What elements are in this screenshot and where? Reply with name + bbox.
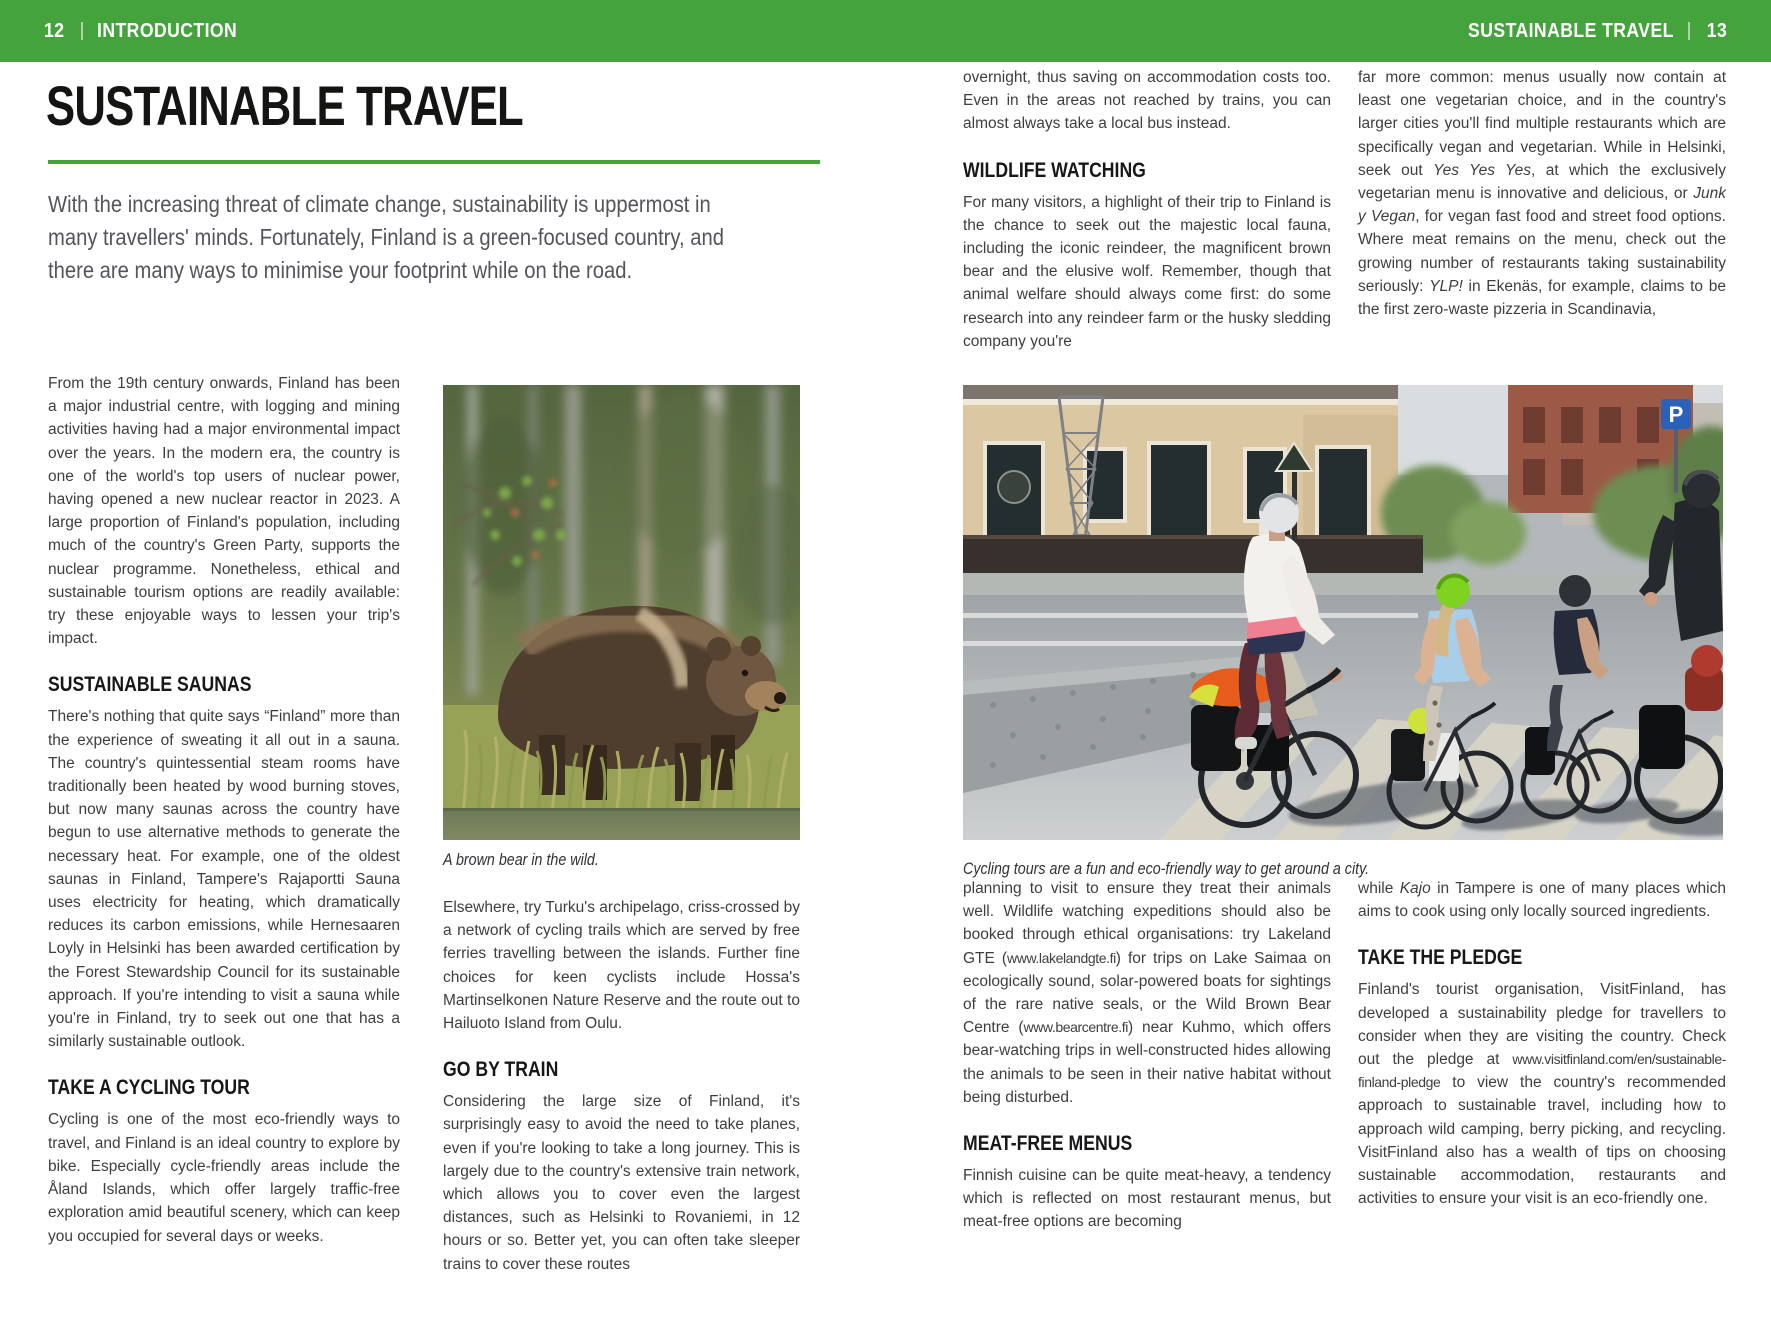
header-separator [1688, 22, 1690, 40]
body-paragraph: Finnish cuisine can be quite meat-heavy, a tendency which is reflected on most restaurant menus, but meat-free options are becoming [963, 1167, 1331, 1231]
left-page-column-2 [443, 385, 800, 1276]
section-label-right: SUSTAINABLE TRAVEL [1467, 19, 1674, 42]
subheading-go-by-train: GO BY TRAIN [443, 1058, 559, 1082]
bear-photo-caption: A brown bear in the wild. [443, 850, 599, 869]
body-paragraph: Finland's tourist organisation, VisitFinland, has developed a sustainability pledge for travellers to consider when they are visiting the country. Check out the pledge at www.visitfinland.com/en/sustainable-finland-pledge to view the country's recommended approach to sustainable travel, including how to approach wild camping, berry picking, and recycling. VisitFinland also has a wealth of tips on choosing sustainable accommodation, restaurants and activities to ensure your visit is an eco-friendly one. [1358, 981, 1726, 1208]
subheading-take-the-pledge: TAKE THE PLEDGE [1358, 946, 1523, 970]
cycling-photo-caption: Cycling tours are a fun and eco-friendly way to get around a city. [963, 859, 1370, 878]
body-paragraph: overnight, thus saving on accommodation costs too. Even in the areas not reached by trains, you can almost always take a local bus instead. [963, 69, 1331, 133]
title-rule [48, 160, 820, 164]
body-paragraph: For many visitors, a highlight of their trip to Finland is the chance to seek out the majestic local fauna, including the iconic reindeer, the magnificent brown bear and the elusive wolf. Remember, though that animal welfare should always come first: do some research into any reindeer farm or the husky sledding company you're [963, 193, 1331, 350]
right-page-column-1-top [963, 66, 1331, 353]
right-page-column-2-bottom [1358, 877, 1726, 1210]
body-paragraph: while Kajo in Tampere is one of many places which aims to cook using only locally sourced ingredients. [1358, 880, 1726, 921]
page-header-bar [0, 0, 1771, 62]
body-paragraph: Cycling is one of the most eco-friendly ways to travel, and Finland is an ideal country to explore by bike. Especially cycle-friendly areas include the Åland Islands, which offer largely traffic-free exploration amid beautiful scenery, which can keep you occupied for several days or weeks. [48, 1111, 400, 1245]
left-page-column-1 [48, 372, 400, 1248]
section-label-left: INTRODUCTION [97, 19, 238, 42]
chapter-title: SUSTAINABLE TRAVEL [46, 74, 523, 137]
cycling-photo-illustration [963, 385, 1723, 840]
body-paragraph: Elsewhere, try Turku's archipelago, criss-crossed by a network of cycling trails which are served by free ferries travelling between the islands. Further fine choices for keen cyclists include Hossa's Martinselkonen Nature Reserve and the route out to Hailuoto Island from Oulu. [443, 899, 801, 1033]
subheading-wildlife-watching: WILDLIFE WATCHING [963, 158, 1146, 182]
bear-photo [443, 385, 800, 840]
body-paragraph: planning to visit to ensure they treat their animals well. Wildlife watching expeditions should also be booked through ethical organisations: try Lakeland GTE (www.lakelandgte.fi) for trips on Lake Saimaa on ecologically sound, solar-powered boats for sightings of the rare native seals, or the Wild Brown Bear Centre (www.bearcentre.fi) near Kuhmo, which offers bear-watching trips in well-constructed hides allowing the animals to be seen in their native habitat without being disturbed. [963, 880, 1331, 1106]
subheading-take-a-cycling-tour: TAKE A CYCLING TOUR [48, 1076, 250, 1100]
svg-text:P: P [1668, 402, 1684, 427]
page-number-left: 12 [44, 19, 65, 42]
body-paragraph: There's nothing that quite says “Finland” more than the experience of sweating it all out in a sauna. The country's quintessential steam rooms have traditionally been heated by wood burning stoves, but now many saunas across the country have begun to use alternative methods to generate the necessary heat. For example, one of the oldest saunas in Finland, Tampere's Rajaportti Sauna uses electricity for heating, which dramatically reduces its carbon emissions, while Hernesaaren Loyly in Helsinki has been awarded certification by the Forest Stewardship Council for its sustainable approach. If you're intending to visit a sauna while you're in Finland, try to seek out one that has a similarly sustainable outlook. [48, 708, 400, 1051]
standfirst: With the increasing threat of climate change, sustainability is uppermost in many travellers' minds. Fortunately, Finland is a green-focused country, and there are many ways to minimise your footprint while on the road. [48, 191, 724, 283]
page-number-right: 13 [1706, 19, 1727, 42]
bear-photo-illustration [443, 385, 800, 840]
body-paragraph: Considering the large size of Finland, it's surprisingly easy to avoid the need to take planes, even if you're looking to take a long journey. This is largely due to the country's extensive train network, which allows you to cover even the largest distances, such as Helsinki to Rovaniemi, in 12 hours or so. Better yet, you can often take sleeper trains to cover these routes [443, 1093, 800, 1273]
subheading-sustainable-saunas: SUSTAINABLE SAUNAS [48, 673, 252, 697]
cycling-photo [963, 385, 1723, 840]
right-page-column-1-bottom [963, 877, 1331, 1234]
right-page-column-2-top [1358, 66, 1726, 321]
header-left [44, 20, 257, 43]
subheading-meat-free-menus: MEAT-FREE MENUS [963, 1132, 1133, 1156]
body-paragraph: far more common: menus usually now contain at least one vegetarian choice, and in the country's larger cities you'll find multiple restaurants which are specifically vegan and vegetarian. While in Helsinki, seek out Yes Yes Yes, at which the exclusively vegetarian menu is innovative and delicious, or Junk y Vegan, for vegan fast food and street food options. Where meat remains on the menu, check out the growing number of restaurants taking sustainability seriously: YLP! in Ekenäs, for example, claims to be the first zero-waste pizzeria in Scandinavia, [1358, 69, 1726, 319]
header-right [1440, 20, 1727, 43]
header-separator [81, 22, 83, 40]
body-paragraph: From the 19th century onwards, Finland has been a major industrial centre, with logging and mining activities having had a major environmental impact over the years. In the modern era, the country is one of the world's top users of nuclear power, having opened a new nuclear reactor in 2023. A large proportion of Finland's population, including much of the country's Green Party, supports the nuclear programme. Nonetheless, ethical and sustainable tourism options are readily available: try these enjoyable ways to lessen your trip's impact. [48, 375, 400, 648]
